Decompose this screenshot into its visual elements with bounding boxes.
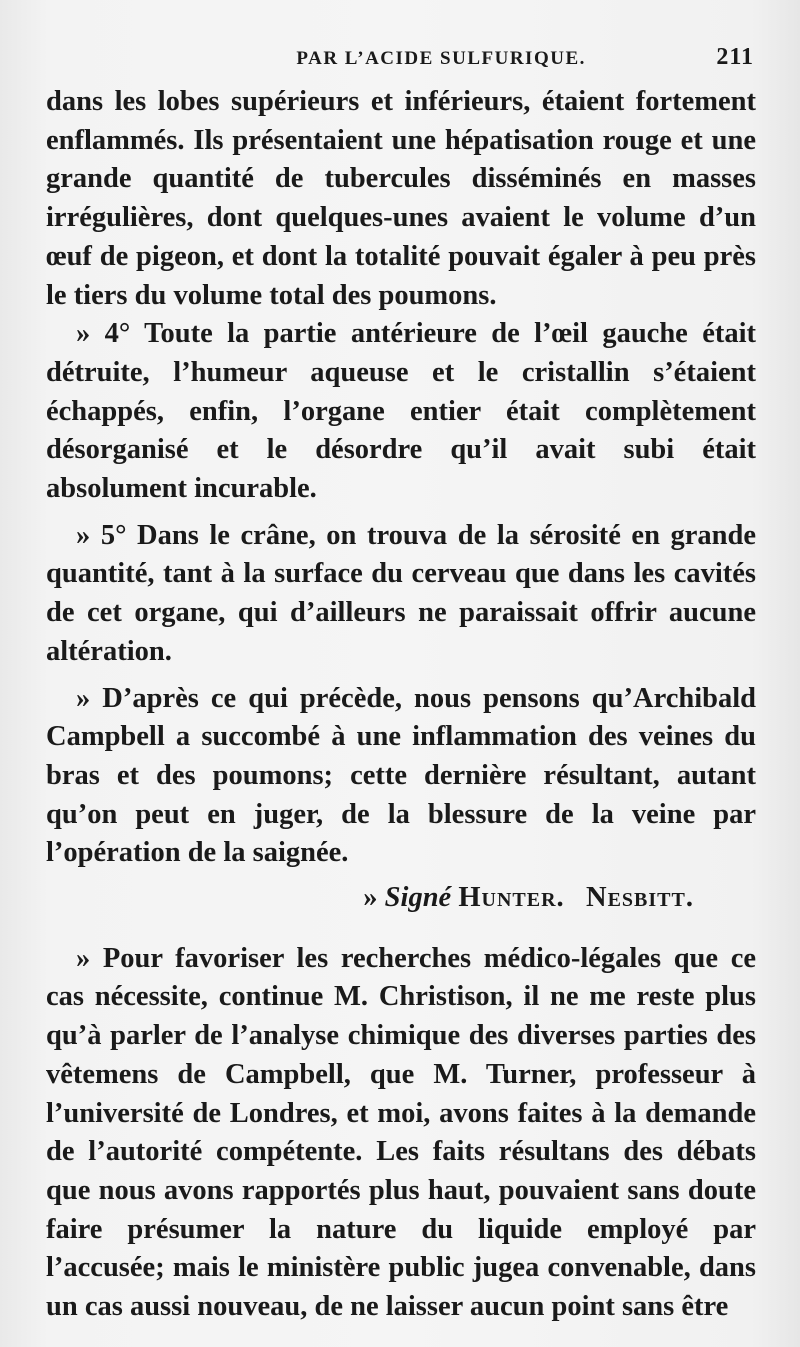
paragraph-point-4: » 4° Toute la partie antérieure de l’œil gauche était détruite, l’humeur aqueuse et le cristallin s’étaient échappés, enfin, l’organe entier était complètement désorganisé et le désordre qu’il avait subi était absolument incurable. — [46, 318, 756, 505]
paragraph-point-5: » 5° Dans le crâne, on trouva de la sérosité en grande quantité, tant à la surface du cerveau que dans les cavités de cet organe, qui d’ailleurs ne paraissait offrir aucune altération. — [46, 519, 756, 667]
signature-signed-word: Signé — [384, 882, 452, 914]
signature-prefix: » — [363, 882, 385, 914]
signature-name-nesbitt: Nesbitt. — [586, 882, 694, 914]
body-text — [46, 83, 756, 1327]
page-number: 211 — [716, 44, 754, 70]
paragraph-continuation: dans les lobes supérieurs et inférieurs, étaient fortement enflammés. Ils présentaient une hépatisation rouge et une grande quantité de tubercules disséminés en masses irrégulières, dont quelques-unes avaient le volume d’un œuf de pigeon, et dont la totalité pouvait égaler à peu près le tiers du volume total des poumons. — [46, 86, 756, 311]
signature-line — [46, 879, 756, 918]
paragraph-final: » Pour favoriser les recherches médico-légales que ce cas nécessite, continue M. Christison, il ne me reste plus qu’à parler de l’analyse chimique des diverses parties des vêtemens de Campbell, que M. Turner, professeur à l’université de Londres, et moi, avons faites à la demande de l’autorité compétente. Les faits résultans des débats que nous avons rapportés plus haut, pouvaient sans doute faire présumer la nature du liquide employé par l’accusée; mais le ministère public jugea convenable, dans un cas aussi nouveau, de ne laisser aucun point sans être — [46, 942, 756, 1323]
page-header — [46, 44, 754, 76]
paragraph-conclusion: » D’après ce qui précède, nous pensons qu’Archibald Campbell a succombé à une inflammation des veines du bras et des poumons; cette dernière résultant, autant qu’on peut en juger, de la blessure de la veine par l’opération de la saignée. — [46, 682, 756, 869]
running-head: PAR L’ACIDE SULFURIQUE. — [296, 48, 586, 69]
signature-name-hunter: Hunter. — [458, 882, 565, 914]
